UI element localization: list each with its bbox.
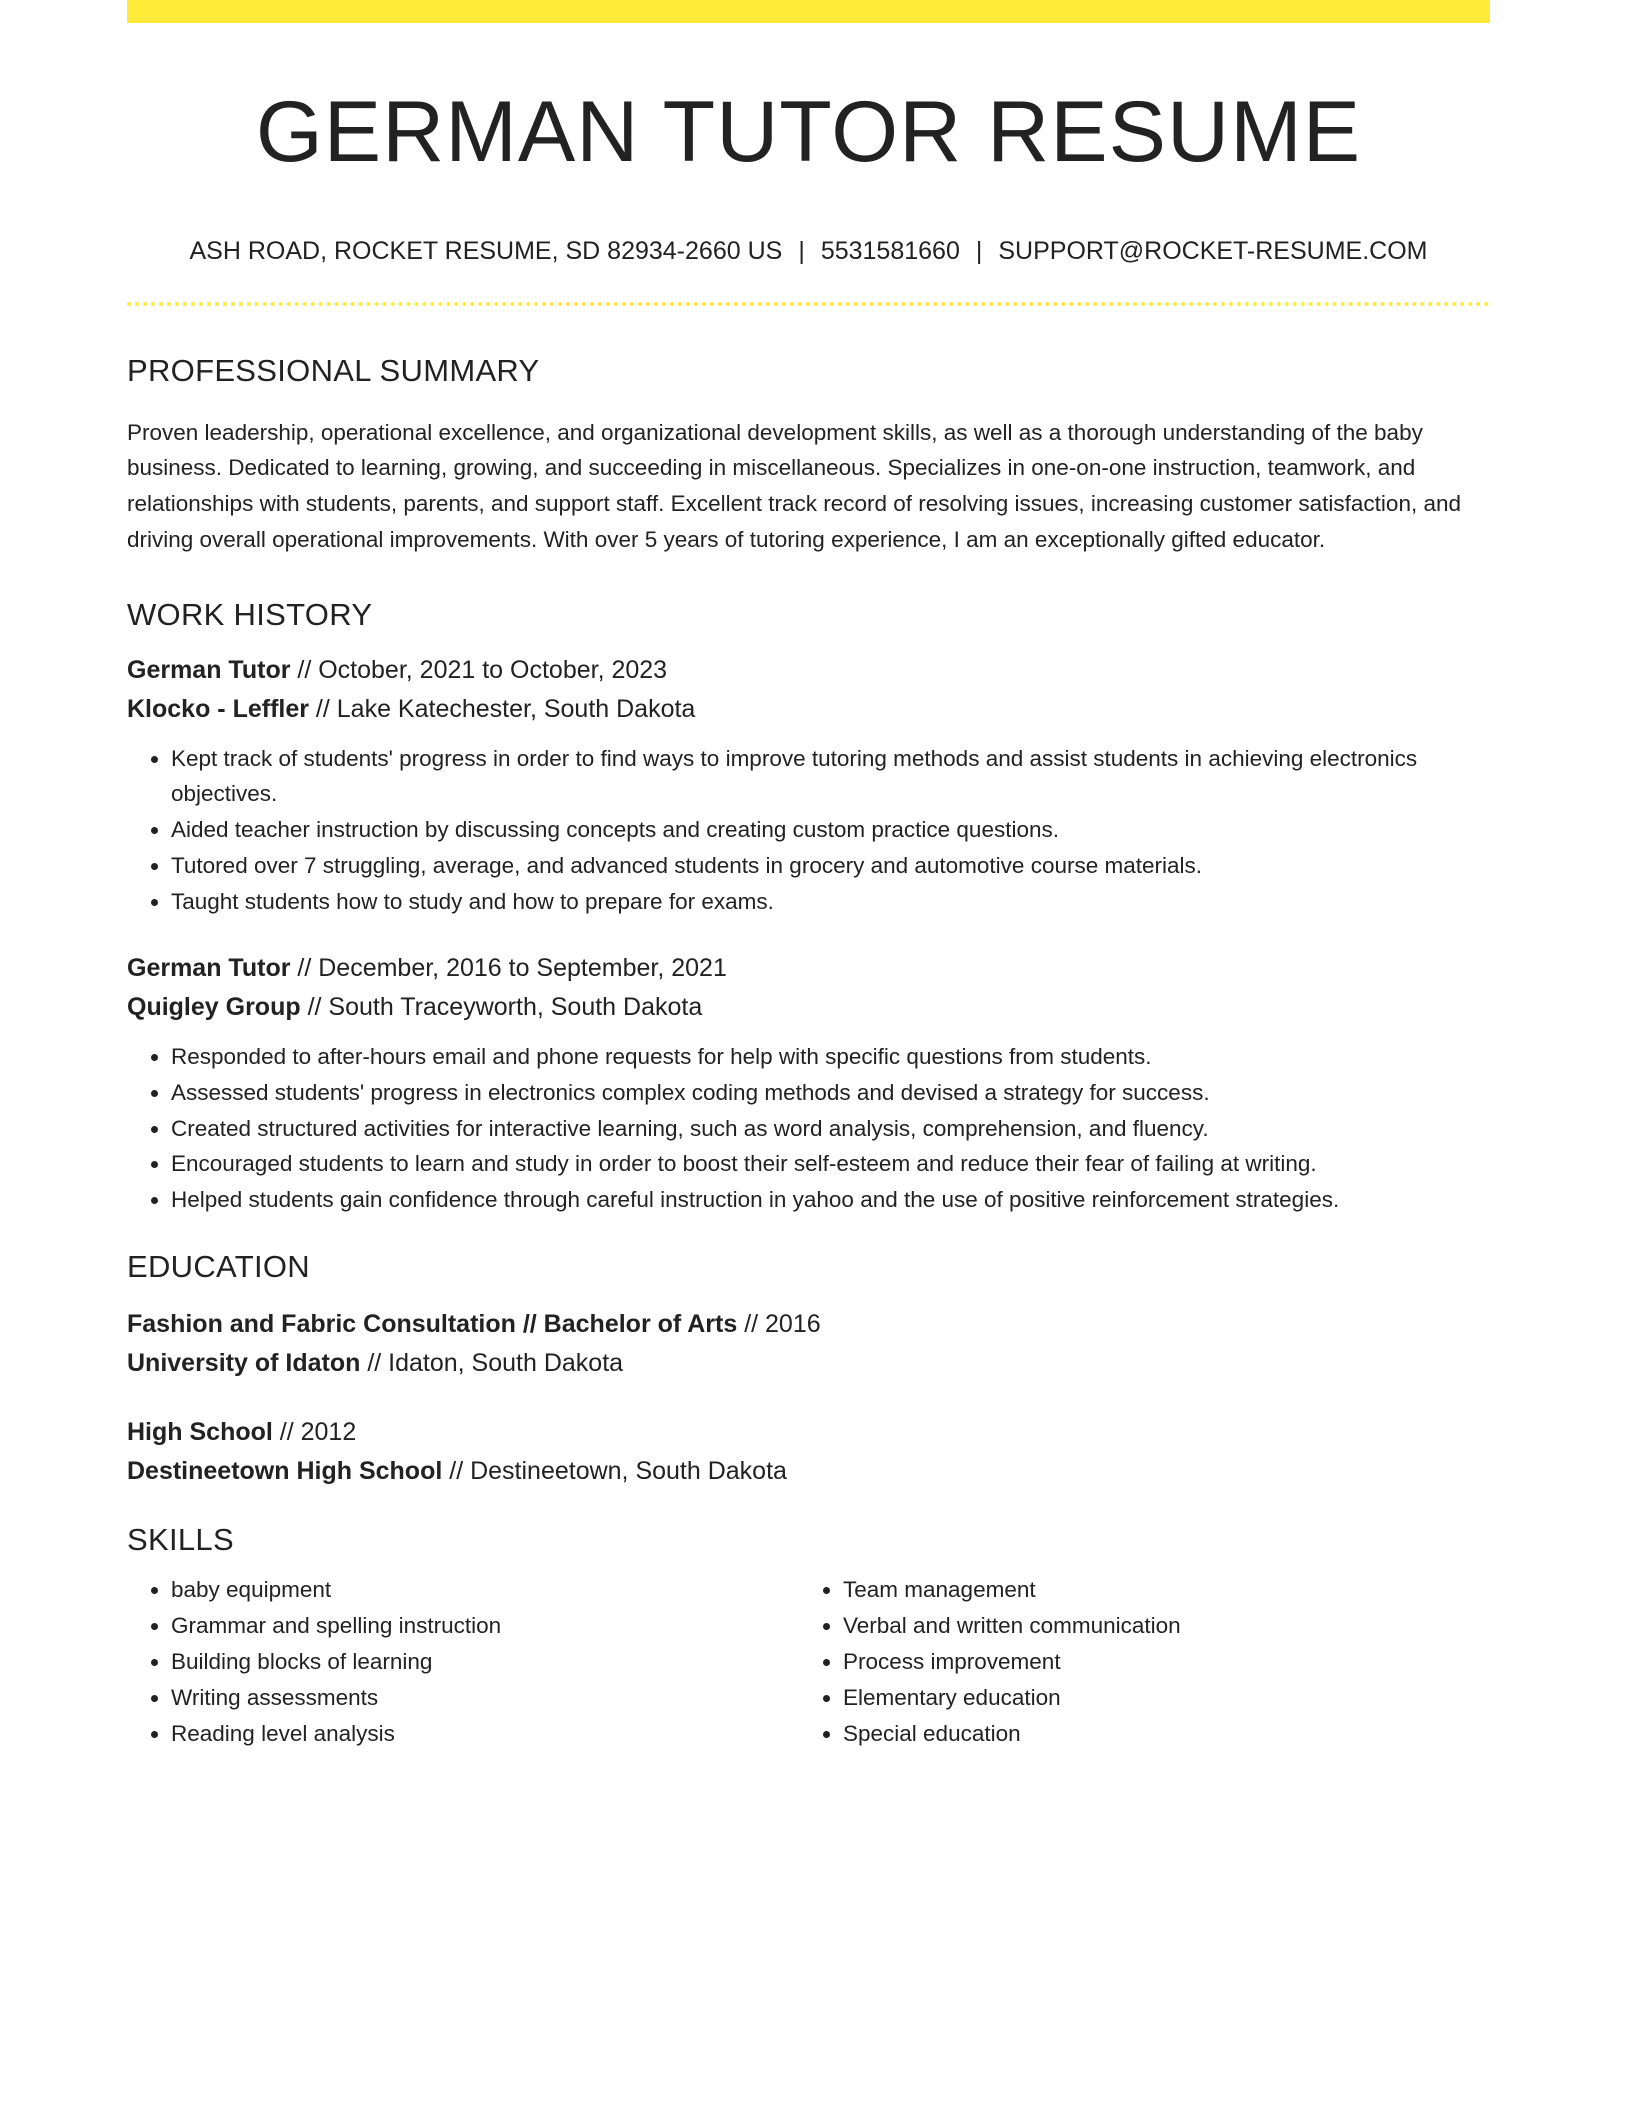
dotted-divider: [127, 302, 1490, 306]
skill-item: • Special education: [843, 1716, 1471, 1752]
contact-email: SUPPORT@ROCKET-RESUME.COM: [998, 236, 1428, 265]
job-company-line: [127, 690, 1490, 729]
job-title-line: [127, 949, 1490, 988]
skill-item: • Reading level analysis: [171, 1716, 799, 1752]
contact-separator: |: [975, 236, 983, 265]
skill-item: • Grammar and spelling instruction: [171, 1608, 799, 1644]
job-duties-list: [127, 741, 1490, 920]
contact-separator: |: [798, 236, 805, 265]
job-duty: • Helped students gain confidence through careful instruction in yahoo and the use of positive reinforcement strategies.: [171, 1182, 1490, 1218]
work-history-heading: WORK HISTORY: [127, 596, 373, 632]
skill-item: • Writing assessments: [171, 1680, 799, 1716]
contact-address: ASH ROAD, ROCKET RESUME, SD 82934-2660 US: [189, 236, 783, 265]
skill-item: • Process improvement: [843, 1644, 1471, 1680]
job-location: // Lake Katechester, South Dakota: [308, 694, 696, 723]
job-duty: • Aided teacher instruction by discussing concepts and creating custom practice questions.: [171, 812, 1490, 848]
job-duty: • Tutored over 7 struggling, average, and advanced students in grocery and automotive course materials.: [171, 848, 1490, 884]
skills-list-right: [799, 1572, 1471, 1752]
job-company: Klocko - Leffler: [127, 694, 309, 723]
skill-item: • Team management: [843, 1572, 1471, 1608]
education-year: // 2016: [737, 1310, 821, 1338]
education-location: // Idaton, South Dakota: [360, 1349, 624, 1377]
skills-list-left: [127, 1572, 799, 1752]
job-duty: • Created structured activities for interactive learning, such as word analysis, comprehension, and fluency.: [171, 1111, 1490, 1147]
resume-page: [127, 0, 1490, 1752]
education-school-line: [127, 1452, 1490, 1491]
job-company-line: [127, 988, 1490, 1027]
job-duties-list: [127, 1039, 1490, 1218]
job-entry: [127, 949, 1490, 1218]
education-school: Destineetown High School: [127, 1457, 443, 1485]
job-dates: // December, 2016 to September, 2021: [290, 954, 727, 983]
summary-heading: PROFESSIONAL SUMMARY: [127, 352, 540, 388]
education-heading: EDUCATION: [127, 1248, 310, 1284]
contact-line: [127, 236, 1490, 266]
job-title-line: [127, 651, 1490, 690]
job-duty: • Encouraged students to learn and study in order to boost their self-esteem and reduce their fear of failing at writing.: [171, 1146, 1490, 1182]
education-location: // Destineetown, South Dakota: [442, 1457, 787, 1485]
job-duty: • Kept track of students' progress in order to find ways to improve tutoring methods and assist students in achieving electronics objectives.: [171, 741, 1490, 812]
job-role: German Tutor: [127, 655, 291, 684]
skill-item: • Building blocks of learning: [171, 1644, 799, 1680]
skill-item: • baby equipment: [171, 1572, 799, 1608]
job-duty: • Assessed students' progress in electronics complex coding methods and devised a strategy for success.: [171, 1075, 1490, 1111]
education-year: // 2012: [272, 1418, 357, 1446]
education-entry: [127, 1305, 1490, 1383]
job-location: // South Traceyworth, South Dakota: [300, 993, 703, 1022]
skills-columns: [127, 1572, 1490, 1752]
skills-heading: SKILLS: [127, 1522, 234, 1557]
education-school-line: [127, 1344, 1490, 1383]
education-degree-line: [127, 1413, 1490, 1452]
education-degree: High School: [127, 1418, 273, 1446]
skill-item: • Verbal and written communication: [843, 1608, 1471, 1644]
job-role: German Tutor: [127, 954, 291, 983]
resume-title: GERMAN TUTOR RESUME: [255, 84, 1362, 180]
summary-text: Proven leadership, operational excellence, and organizational development skills, as well as a thorough understanding of the baby business. Dedicated to learning, growing, and succeeding in miscellaneous. Specializes in one-on-one instruction, teamwork, and relationships with students, parents, and support staff. Excellent track record of resolving issues, increasing customer satisfaction, and driving overall operational improvements. With over 5 years of tutoring experience, I am an exceptionally gifted educator.: [127, 419, 1462, 552]
top-accent-bar: [127, 0, 1490, 23]
contact-phone: 5531581660: [820, 236, 960, 265]
education-degree-line: [127, 1305, 1490, 1344]
job-company: Quigley Group: [127, 993, 301, 1022]
job-entry: [127, 651, 1490, 920]
job-duty: • Taught students how to study and how to prepare for exams.: [171, 884, 1490, 920]
education-entry: [127, 1413, 1490, 1491]
job-dates: // October, 2021 to October, 2023: [290, 655, 668, 684]
education-school: University of Idaton: [127, 1349, 361, 1377]
education-degree: Fashion and Fabric Consultation // Bachelor of Arts: [127, 1310, 738, 1338]
skill-item: • Elementary education: [843, 1680, 1471, 1716]
job-duty: • Responded to after-hours email and phone requests for help with specific questions from students.: [171, 1039, 1490, 1075]
